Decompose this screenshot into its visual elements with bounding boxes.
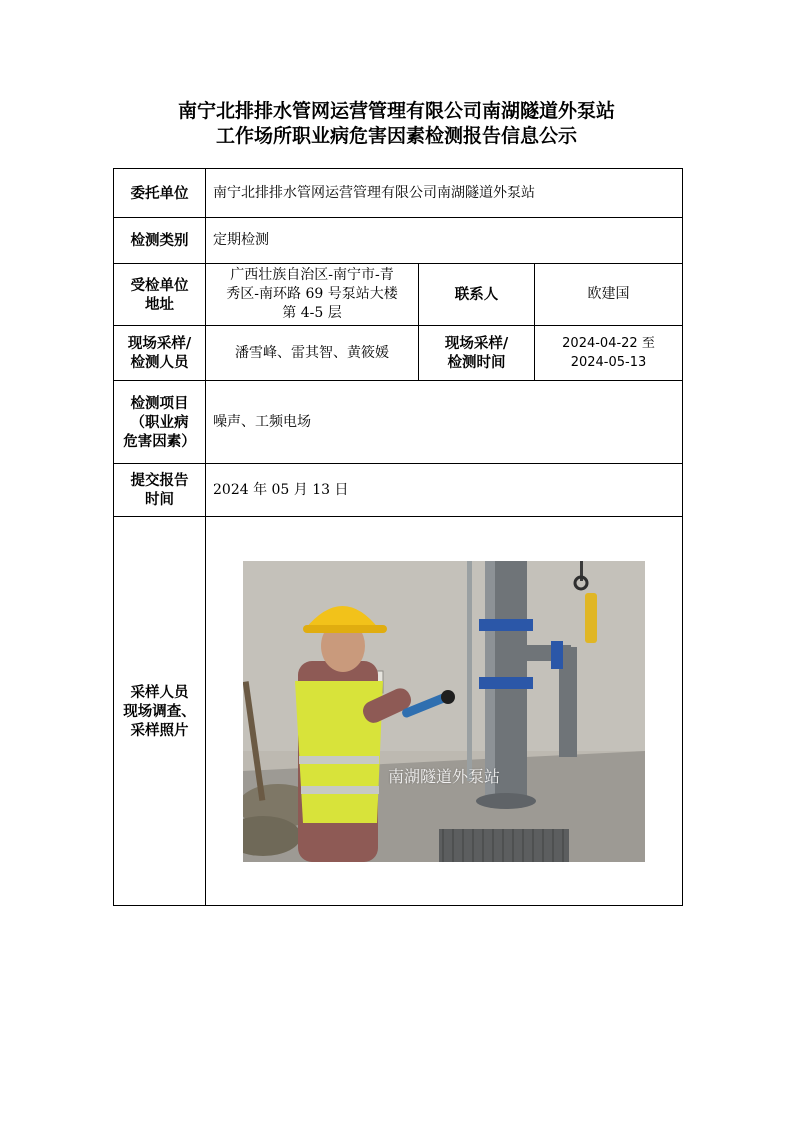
time-label-line2: 检测时间 bbox=[447, 354, 506, 371]
report-label-line2: 时间 bbox=[145, 491, 174, 508]
items-label-line3: 危害因素） bbox=[123, 432, 196, 450]
address-label bbox=[114, 264, 206, 326]
items-label-line2: （职业病 bbox=[130, 413, 189, 431]
address-value-line2: 秀区-南环路 69 号泵站大楼 bbox=[226, 286, 398, 302]
staff-label-line1: 现场采样/ bbox=[127, 335, 192, 352]
contact-value: 欧建国 bbox=[535, 264, 683, 326]
row-client bbox=[114, 169, 683, 218]
time-value-line1: 2024-04-22 至 bbox=[562, 336, 655, 351]
category-label: 检测类别 bbox=[114, 218, 206, 264]
address-label-line1: 受检单位 bbox=[130, 276, 189, 294]
report-title-line2: 工作场所职业病危害因素检测报告信息公示 bbox=[215, 125, 577, 147]
row-staff-time bbox=[114, 326, 683, 381]
report-label-line1: 提交报告 bbox=[130, 472, 189, 489]
items-label-line1: 检测项目 bbox=[130, 394, 189, 412]
items-value: 噪声、工频电场 bbox=[206, 381, 683, 464]
photo-label bbox=[114, 517, 206, 906]
items-label bbox=[114, 381, 206, 464]
time-value bbox=[535, 326, 683, 381]
address-value-line3: 第 4-5 层 bbox=[282, 305, 342, 321]
report-title-line1: 南宁北排排水管网运营管理有限公司南湖隧道外泵站 bbox=[177, 100, 615, 122]
address-label-line2: 地址 bbox=[145, 295, 174, 313]
report-value: 2024 年 05 月 13 日 bbox=[206, 464, 683, 517]
photo-label-line3: 采样照片 bbox=[130, 721, 189, 739]
address-value-line1: 广西壮族自治区-南宁市-青 bbox=[230, 267, 394, 283]
time-value-line2: 2024-05-13 bbox=[570, 355, 647, 370]
staff-value: 潘雪峰、雷其智、黄筱媛 bbox=[206, 326, 419, 381]
category-value: 定期检测 bbox=[206, 218, 683, 264]
row-address bbox=[114, 264, 683, 326]
info-table bbox=[113, 168, 683, 906]
contact-label: 联系人 bbox=[419, 264, 535, 326]
report-label bbox=[114, 464, 206, 517]
address-value bbox=[206, 264, 419, 326]
time-label bbox=[419, 326, 535, 381]
row-items bbox=[114, 381, 683, 464]
time-label-line1: 现场采样/ bbox=[444, 335, 509, 352]
photo-watermark: 南湖隧道外泵站 bbox=[387, 766, 500, 786]
photo-cell bbox=[206, 517, 683, 906]
site-photo bbox=[243, 561, 645, 862]
row-category bbox=[114, 218, 683, 264]
staff-label-line2: 检测人员 bbox=[130, 354, 189, 371]
row-report-time bbox=[114, 464, 683, 517]
photo-label-line2: 现场调查、 bbox=[123, 702, 196, 720]
client-label: 委托单位 bbox=[114, 169, 206, 218]
row-photo bbox=[114, 517, 683, 906]
staff-label bbox=[114, 326, 206, 381]
client-value: 南宁北排排水管网运营管理有限公司南湖隧道外泵站 bbox=[206, 169, 683, 218]
site-photo-drawing bbox=[243, 561, 645, 862]
photo-label-line1: 采样人员 bbox=[130, 683, 189, 701]
